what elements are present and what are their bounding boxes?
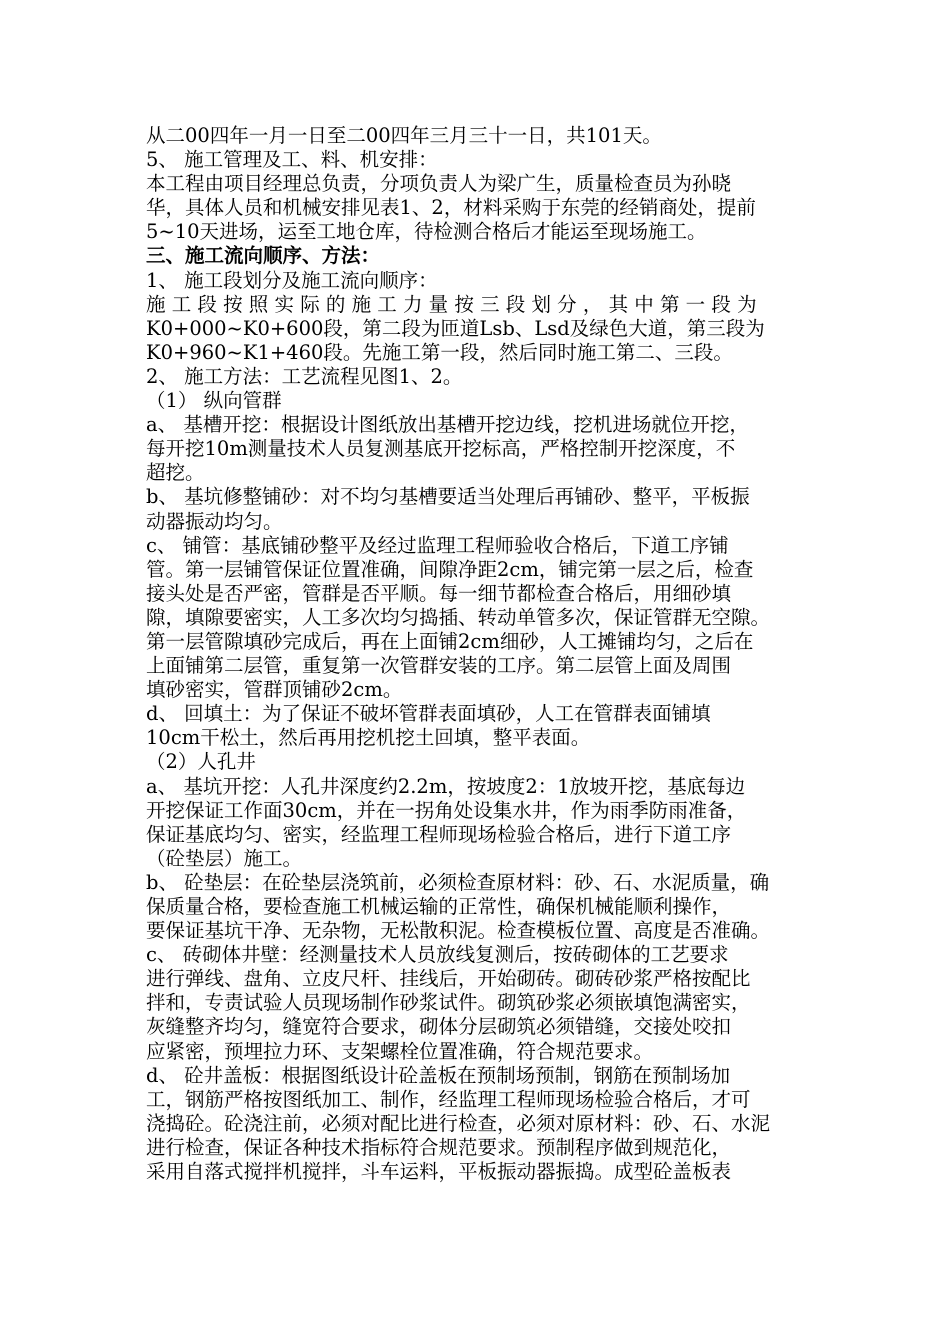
text-line: 华，具体人员和机械安排见表1、2，材料采购于东莞的经销商处，提前 — [146, 196, 756, 220]
text-line: a、 基槽开挖：根据设计图纸放出基槽开挖边线，挖机进场就位开挖， — [146, 413, 749, 437]
text-line: c、 铺管：基底铺砂整平及经过监理工程师验收合格后，下道工序铺 — [146, 533, 729, 557]
text-line: 工，钢筋严格按图纸加工、制作，经监理工程师现场检验合格后，才可 — [146, 1087, 751, 1111]
text-line: 采用自落式搅拌机搅拌，斗车运料，平板振动器振捣。成型砼盖板表 — [146, 1160, 732, 1184]
text-line: 应紧密，预埋拉力环、支架螺栓位置准确，符合规范要求。 — [146, 1039, 654, 1063]
text-line: 施 工 段 按 照 实 际 的 施 工 力 量 按 三 段 划 分 ， 其 中 第 一 段 为 — [146, 292, 757, 316]
text-line: d、 砼井盖板：根据图纸设计砼盖板在预制场预制，钢筋在预制场加 — [146, 1063, 731, 1087]
text-line: K0+000~K0+600段，第二段为匝道Lsb、Lsd及绿色大道，第三段为 — [146, 316, 765, 340]
text-line: 2、 施工方法：工艺流程见图1、2。 — [146, 364, 463, 388]
text-line: 进行检查，保证各种技术指标符合规范要求。预制程序做到规范化， — [146, 1135, 732, 1159]
section-heading: 三、施工流向顺序、方法： — [146, 244, 381, 268]
text-line: 灰缝整齐均匀，缝宽符合要求，砌体分层砌筑必须错缝，交接处咬扣 — [146, 1015, 732, 1039]
text-line: 上面铺第二层管，重复第一次管群安装的工序。第二层管上面及周围 — [146, 654, 732, 678]
text-line: b、 砼垫层：在砼垫层浇筑前，必须检查原材料：砂、石、水泥质量，确 — [146, 870, 770, 894]
text-line: a、 基坑开挖：人孔井深度约2.2m，按坡度2：1放坡开挖，基底每边 — [146, 774, 746, 798]
text-line: 1、 施工段划分及施工流向顺序： — [146, 268, 438, 292]
text-line: 每开挖10m测量技术人员复测基底开挖标高，严格控制开挖深度，不 — [146, 437, 736, 461]
text-line: 隙，填隙要密实，人工多次均匀捣插、转动单管多次，保证管群无空隙。 — [146, 605, 771, 629]
text-line: 超挖。 — [146, 461, 205, 485]
text-line: （2）人孔井 — [146, 750, 256, 774]
text-line: K0+960~K1+460段。先施工第一段，然后同时施工第二、三段。 — [146, 340, 733, 364]
text-line: 拌和，专责试验人员现场制作砂浆试件。砌筑砂浆必须嵌填饱满密实， — [146, 991, 751, 1015]
text-line: 进行弹线、盘角、立皮尺杆、挂线后，开始砌砖。砌砖砂浆严格按配比 — [146, 967, 751, 991]
text-line: 从二00四年一月一日至二00四年三月三十一日，共101天。 — [146, 124, 662, 147]
text-line: c、 砖砌体井壁：经测量技术人员放线复测后，按砖砌体的工艺要求 — [146, 943, 729, 967]
text-line: 管。第一层铺管保证位置准确，间隙净距2cm，铺完第一层之后，检查 — [146, 557, 754, 581]
text-line: 第一层管隙填砂完成后，再在上面铺2cm细砂，人工摊铺均匀，之后在 — [146, 629, 754, 653]
text-line: （砼垫层）施工。 — [146, 846, 303, 870]
text-line: 开挖保证工作面30cm，并在一拐角处设集水井，作为雨季防雨准备， — [146, 798, 747, 822]
text-line: 5~10天进场，运至工地仓库，待检测合格后才能运至现场施工。 — [146, 220, 707, 244]
text-line: b、 基坑修整铺砂：对不均匀基槽要适当处理后再铺砂、整平，平板振 — [146, 485, 750, 509]
document-body — [146, 124, 808, 1184]
text-line: 要保证基坑干净、无杂物，无松散积泥。检查模板位置、高度是否准确。 — [146, 919, 771, 943]
text-line: 本工程由项目经理总负责，分项负责人为梁广生，质量检查员为孙晓 — [146, 172, 732, 196]
text-line: d、 回填土：为了保证不破坏管群表面填砂，人工在管群表面铺填 — [146, 702, 711, 726]
text-line: （1） 纵向管群 — [146, 389, 282, 413]
text-line: 10cm干松土，然后再用挖机挖土回填，整平表面。 — [146, 726, 591, 750]
text-line: 接头处是否严密，管群是否平顺。每一细节都检查合格后，用细砂填 — [146, 581, 732, 605]
text-line: 保质量合格，要检查施工机械运输的正常性，确保机械能顺利操作， — [146, 895, 732, 918]
text-line: 动器振动均匀。 — [146, 509, 283, 533]
text-line: 浇捣砼。砼浇注前，必须对配比进行检查，必须对原材料：砂、石、水泥 — [146, 1111, 771, 1135]
text-line: 填砂密实，管群顶铺砂2cm。 — [146, 678, 403, 702]
text-line: 5、 施工管理及工、料、机安排： — [146, 148, 438, 172]
text-line: 保证基底均匀、密实，经监理工程师现场检验合格后，进行下道工序 — [146, 822, 732, 846]
